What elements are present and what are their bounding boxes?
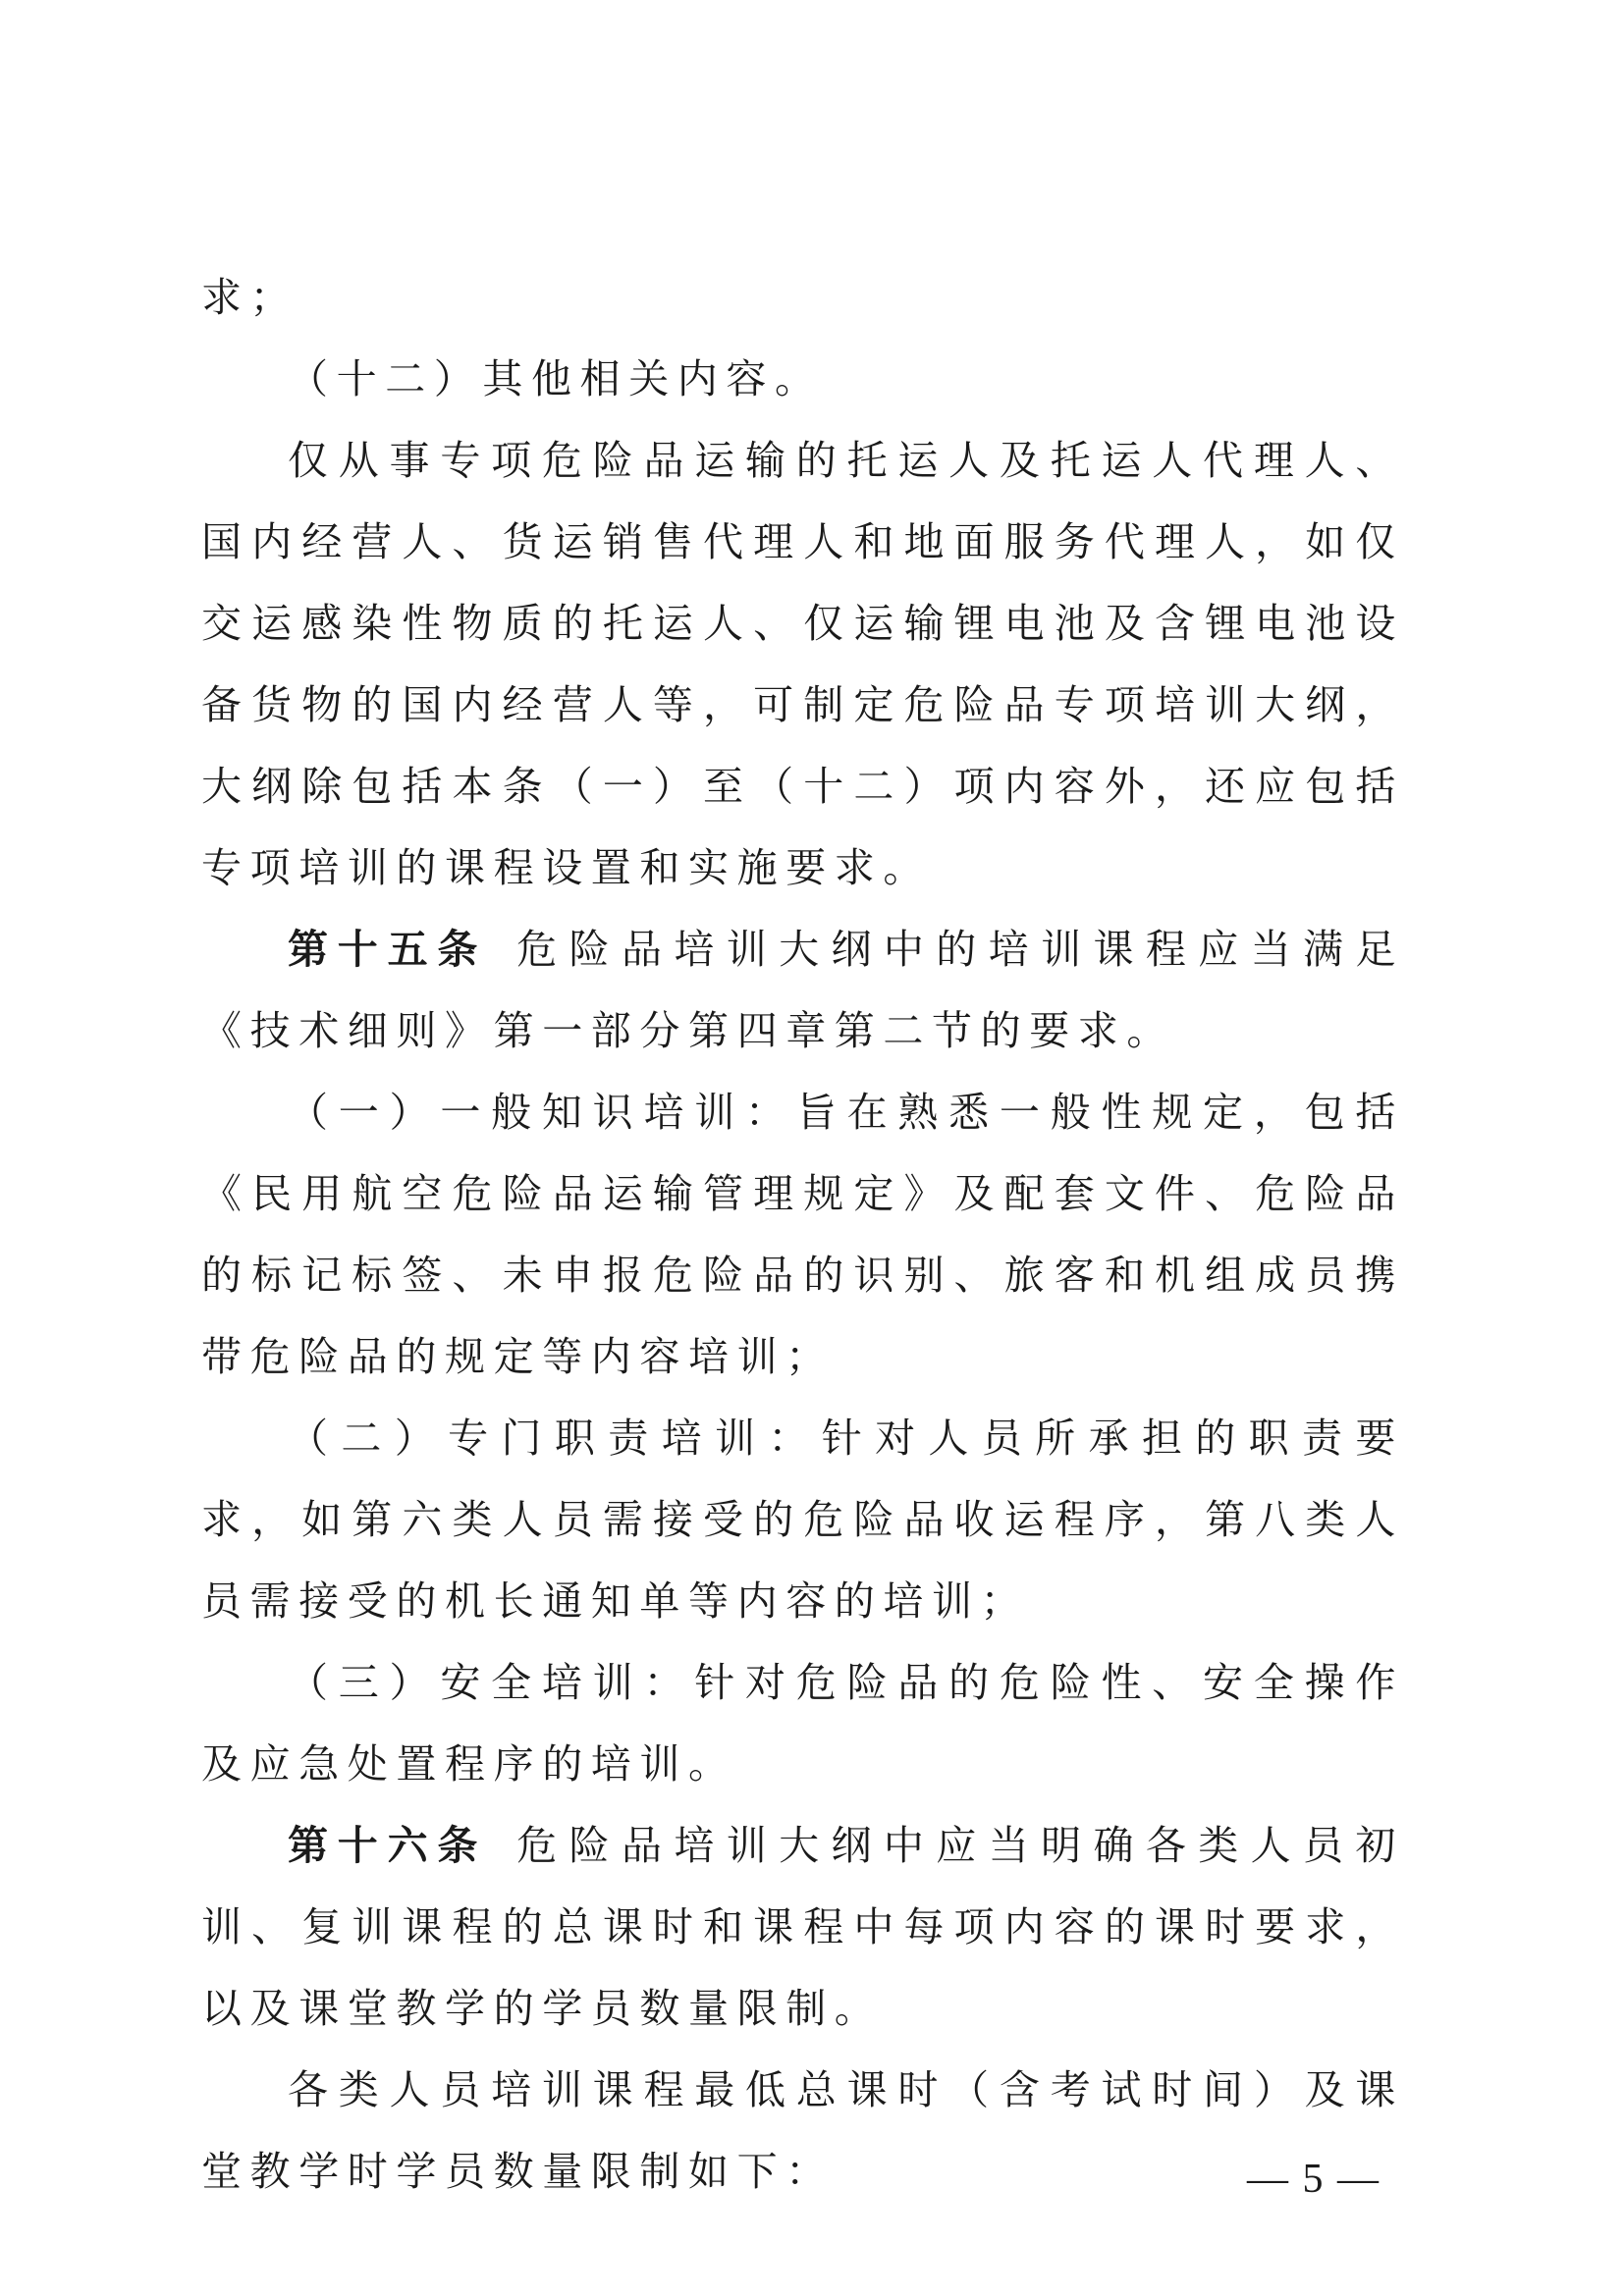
paragraph-text: 仅从事专项危险品运输的托运人及托运人代理人、国内经营人、货运销售代理人和地面服务代理人，如仅交运感染性物质的托运人、仅运输锂电池及含锂电池设备货物的国内经营人等，可制定危险品专项培训大纲，大纲除包括本条（一）至（十二）项内容外，还应包括专项培训的课程设置和实施要求。 [201, 437, 1404, 891]
paragraph-text: 各类人员培训课程最低总课时（含考试时间）及课堂教学时学员数量限制如下： [201, 2066, 1404, 2195]
page-number: — 5 — [1247, 2157, 1380, 2202]
article-heading: 第十五条 [288, 926, 488, 973]
paragraph-text: （二）专门职责培训：针对人员所承担的职责要求，如第六类人员需接受的危险品收运程序，第八类人员需接受的机长通知单等内容的培训； [201, 1415, 1404, 1625]
paragraph-text: （一）一般知识培训：旨在熟悉一般性规定，包括《民用航空危险品运输管理规定》及配套文件、危险品的标记标签、未申报危险品的识别、旅客和机组成员携带危险品的规定等内容培训； [201, 1089, 1404, 1380]
article-heading: 第十六条 [288, 1822, 488, 1869]
paragraph-text: 危险品培训大纲中的培训课程应当满足《技术细则》第一部分第四章第二节的要求。 [201, 926, 1405, 1054]
paragraph-text: （三）安全培训：针对危险品的危险性、安全操作及应急处置程序的培训。 [201, 1659, 1404, 1788]
article-15 [201, 909, 1404, 1072]
paragraph-special-training [201, 420, 1404, 909]
article-16 [201, 1805, 1404, 2050]
paragraph-general-knowledge [201, 1072, 1404, 1398]
paragraph-duty-training [201, 1398, 1404, 1642]
paragraph-text: （十二）其他相关内容。 [288, 355, 824, 402]
paragraph-safety-training [201, 1642, 1404, 1805]
paragraph-item-12 [201, 339, 1404, 420]
paragraph-hours-limits [201, 2050, 1404, 2213]
paragraph-text: 求； [201, 274, 299, 321]
paragraph-continuation [201, 257, 1404, 339]
paragraph-text: 危险品培训大纲中应当明确各类人员初训、复训课程的总课时和课程中每项内容的课时要求，以及课堂教学的学员数量限制。 [201, 1822, 1405, 2032]
document-body [201, 257, 1404, 2213]
